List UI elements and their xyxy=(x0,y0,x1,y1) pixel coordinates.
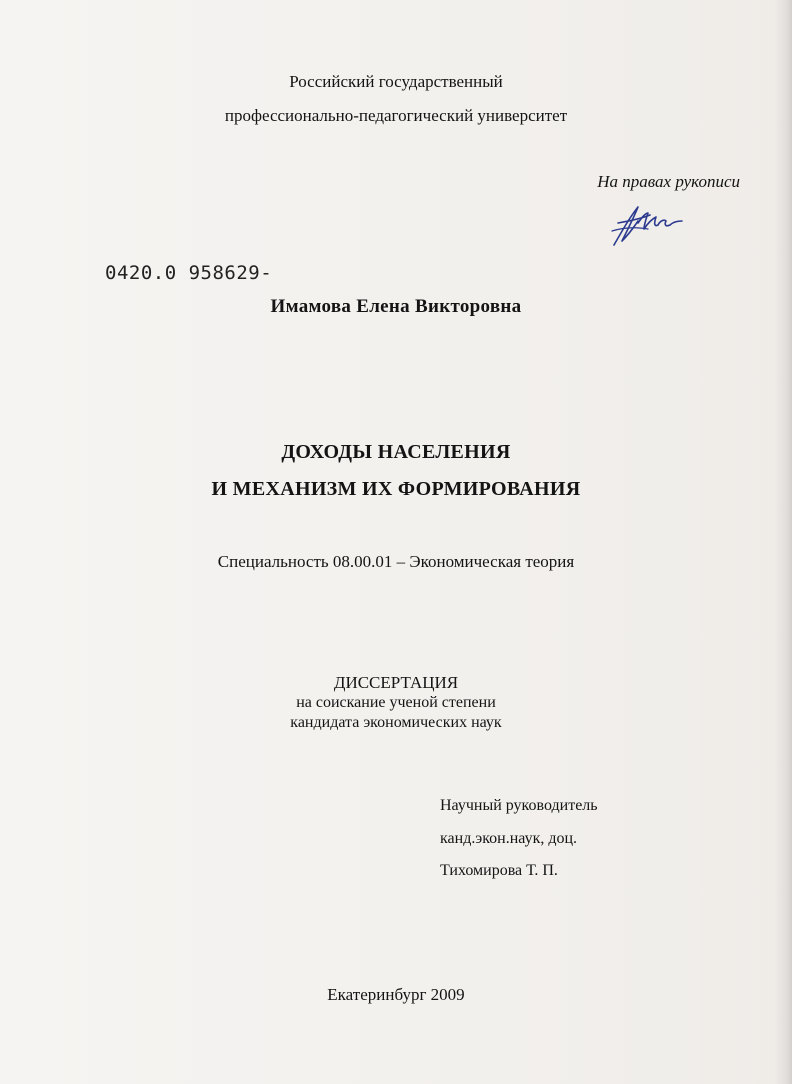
university-name-line2: профессионально-педагогический университет xyxy=(224,106,568,125)
signature-icon xyxy=(608,201,686,251)
dissertation-label: ДИССЕРТАЦИЯ xyxy=(333,673,459,692)
dissertation-title-line2: И МЕХАНИЗМ ИХ ФОРМИРОВАНИЯ xyxy=(211,478,581,500)
dissertation-degree-line1: на соискание ученой степени xyxy=(296,694,496,711)
advisor-name: Тихомирова Т. П. xyxy=(440,862,558,879)
author-name: Имамова Елена Викторовна xyxy=(270,296,522,317)
specialty-line: Специальность 08.00.01 – Экономическая теория xyxy=(217,552,575,571)
university-name-line1: Российский государственный xyxy=(289,72,503,91)
dissertation-title-line1: ДОХОДЫ НАСЕЛЕНИЯ xyxy=(281,441,511,463)
dissertation-degree-line2: кандидата экономических наук xyxy=(290,714,502,731)
advisor-degree: канд.экон.наук, доц. xyxy=(440,830,578,847)
manuscript-note: На правах рукописи xyxy=(597,172,740,191)
page-edge-shadow xyxy=(774,0,792,1084)
registration-stamp: 0420.0 958629- xyxy=(105,262,273,284)
city-year: Екатеринбург 2009 xyxy=(327,985,465,1004)
advisor-role: Научный руководитель xyxy=(440,797,598,814)
